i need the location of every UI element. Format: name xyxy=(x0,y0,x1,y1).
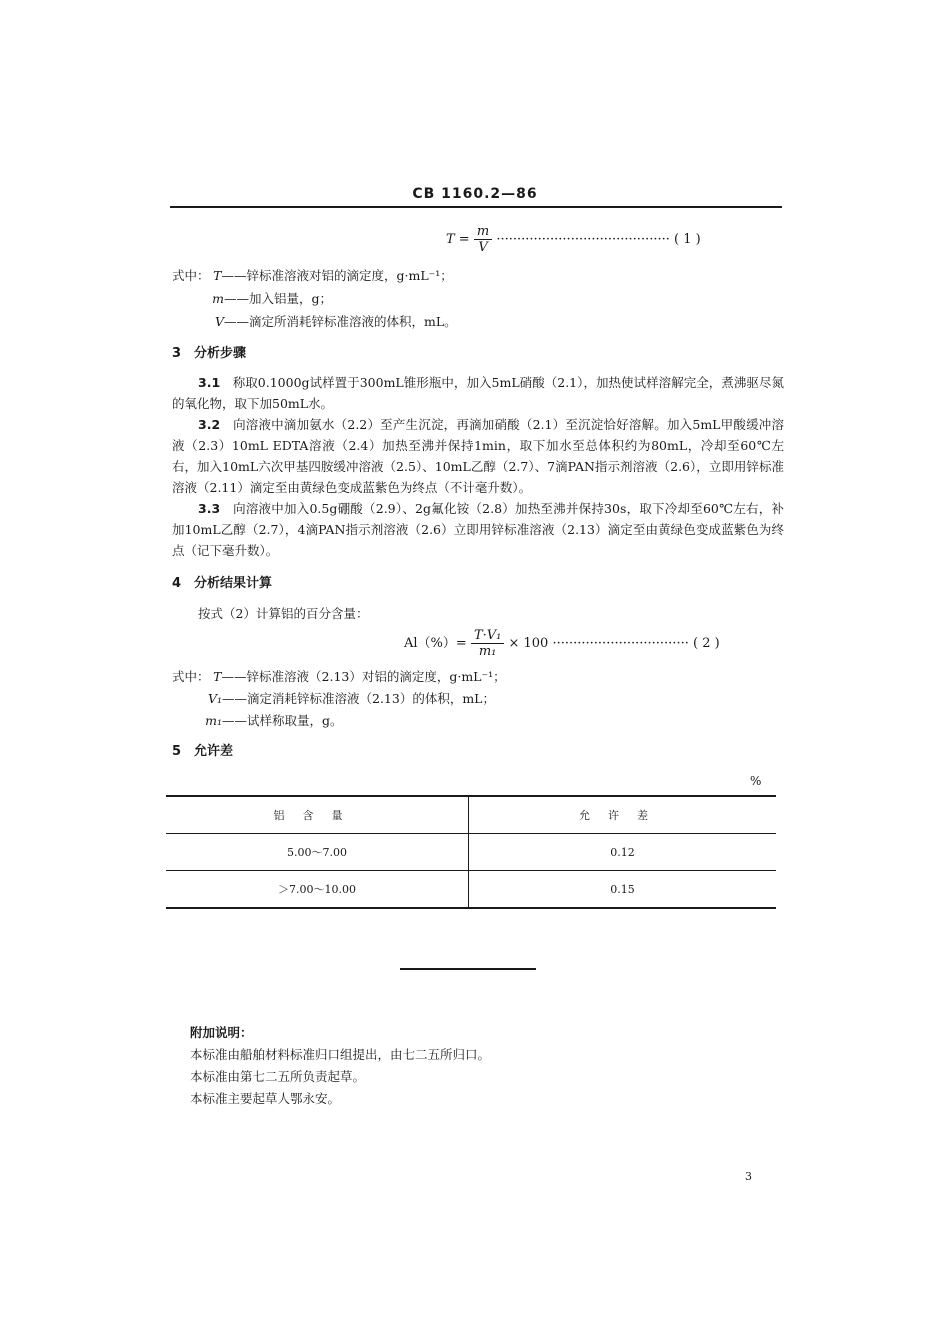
column-header: 铝含量 xyxy=(166,796,469,834)
symbol: T xyxy=(213,669,222,684)
formula-1-lhs: T = xyxy=(446,232,470,247)
paragraph-text: 向溶液中加入0.5g硼酸（2.9）、2g氟化铵（2.8）加热至沸并保持30s，取下冷却至60℃左右，补加10mL乙醇（2.7），4滴PAN指示剂溶液（2.6）立即用锌标准溶液（2.13）滴定至由黄绿色变成蓝紫色为终点（记下毫升数）。 xyxy=(172,501,784,558)
clause-number: 3.3 xyxy=(198,501,221,516)
paragraph-3-3 xyxy=(172,498,784,561)
symbol-definition: ——滴定所消耗锌标准溶液的体积，mL。 xyxy=(224,314,457,329)
where-item xyxy=(172,710,506,732)
notes xyxy=(190,1022,490,1110)
symbol-definition: ——试样称取量，g。 xyxy=(222,713,343,728)
section-4-heading: 4 分析结果计算 xyxy=(172,576,273,591)
paragraph-3-2 xyxy=(172,414,784,498)
symbol-definition: ——锌标准溶液（2.13）对铝的滴定度，g·mL⁻¹； xyxy=(221,669,506,684)
where-intro: 式中： xyxy=(172,268,210,283)
tolerance-table xyxy=(166,795,776,909)
formula-2-lhs: Al（%）= xyxy=(404,636,467,651)
formula-2-times: × 100 xyxy=(508,636,549,651)
formula-1-dots: ·········································· xyxy=(496,232,670,247)
table-cell: 0.15 xyxy=(469,871,777,909)
paragraph-text: 向溶液中滴加氨水（2.2）至产生沉淀，再滴加硝酸（2.1）至沉淀恰好溶解。加入5mL甲酸缓冲溶液（2.3）10mL EDTA溶液（2.4）加热至沸并保持1min，取下加水至总体积约为80mL，冷却至60℃左右，加入10mL六次甲基四胺缓冲溶液（2.5）、10mL乙醇（2.7）、7滴PAN指示剂溶液（2.6），立即用锌标准溶液（2.11）滴定至由黄绿色变成蓝紫色为终点（不计毫升数）。 xyxy=(172,417,784,495)
table-cell: 5.00～7.00 xyxy=(166,834,469,871)
symbol-definition: ——滴定消耗锌标准溶液（2.13）的体积，mL； xyxy=(222,691,495,706)
symbol: m xyxy=(212,291,224,306)
notes-line: 本标准主要起草人鄂永安。 xyxy=(190,1091,341,1106)
symbol-definition: ——锌标准溶液对铝的滴定度，g·mL⁻¹； xyxy=(221,268,453,283)
formula-2 xyxy=(404,628,720,659)
where-item xyxy=(172,310,457,333)
formula-2-number: ( 2 ) xyxy=(692,636,720,651)
where-intro: 式中： xyxy=(172,669,210,684)
symbol: V₁ xyxy=(207,691,222,706)
where-list-1 xyxy=(172,264,457,333)
where-list-2 xyxy=(172,666,506,732)
formula-2-numerator: T·V₁ xyxy=(471,628,504,644)
formula-1-fraction xyxy=(474,224,492,255)
where-item xyxy=(172,287,457,310)
paragraph-3-1 xyxy=(172,372,784,414)
formula-1 xyxy=(446,224,701,255)
formula-1-number: ( 1 ) xyxy=(674,232,701,247)
notes-line: 本标准由船舶材料标准归口组提出，由七二五所归口。 xyxy=(190,1047,491,1062)
table-header-row xyxy=(166,796,776,834)
where-item xyxy=(172,666,506,688)
where-item xyxy=(172,688,506,710)
symbol-definition: ——加入铝量，g； xyxy=(224,291,333,306)
symbol: T xyxy=(213,268,222,283)
symbol: V xyxy=(214,314,224,329)
formula-1-denominator: V xyxy=(478,240,488,255)
formula-1-numerator: m xyxy=(474,224,492,240)
where-item xyxy=(172,264,457,287)
end-rule xyxy=(400,968,536,970)
section-5-heading: 5 允许差 xyxy=(172,744,234,759)
column-header: 允许差 xyxy=(469,796,777,834)
page-number: 3 xyxy=(745,1170,752,1183)
paragraph-text: 称取0.1000g试样置于300mL锥形瓶中，加入5mL硝酸（2.1），加热使试样溶解完全，煮沸驱尽氮的氧化物，取下加50mL水。 xyxy=(172,375,784,411)
table-row xyxy=(166,871,776,909)
section-4-intro: 按式（2）计算铝的百分含量： xyxy=(198,606,369,621)
section-3-heading: 3 分析步骤 xyxy=(172,346,247,361)
notes-title: 附加说明： xyxy=(190,1025,253,1040)
formula-2-fraction xyxy=(471,628,504,659)
unit-label: % xyxy=(750,774,762,788)
clause-number: 3.2 xyxy=(198,417,221,432)
formula-2-denominator: m₁ xyxy=(478,644,497,659)
header-rule xyxy=(170,206,782,208)
document-code: CB 1160.2—86 xyxy=(412,186,538,202)
symbol: m₁ xyxy=(205,713,222,728)
notes-line: 本标准由第七二五所负责起草。 xyxy=(190,1069,366,1084)
formula-2-dots: ································· xyxy=(552,636,689,651)
clause-number: 3.1 xyxy=(198,375,221,390)
table-cell: ＞7.00～10.00 xyxy=(166,871,469,909)
table-row xyxy=(166,834,776,871)
table-cell: 0.12 xyxy=(469,834,777,871)
